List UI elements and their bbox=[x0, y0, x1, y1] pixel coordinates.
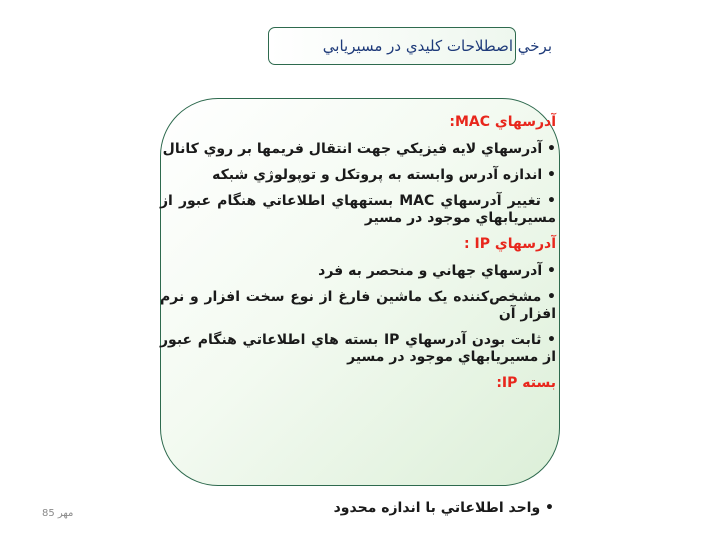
bullet-mac-1: • آدرسهاي لايه فيزيكي جهت انتقال فريمها بر روي كانال bbox=[162, 141, 556, 157]
section-heading-ip: آدرسهاي IP : bbox=[464, 236, 556, 252]
bullet-ip-3: • ثابت بودن آدرسهاي IP بسته هاي اطلاعاتي هنگام عبور از مسيريابهاي موجود در مسير bbox=[160, 332, 556, 365]
bullet-mac-3: • تغيير آدرسهاي MAC بستههاي اطلاعاتي هنگام عبور از مسيريابهاي موجود در مسير bbox=[160, 193, 556, 226]
bullet-ip-1: • آدرسهاي جهاني و منحصر به فرد bbox=[318, 263, 556, 279]
bullet-ip-2: • مشخص‌كننده يک ماشين فارغ از نوع سخت افزار و نرم افزار آن bbox=[160, 289, 556, 322]
content-area bbox=[160, 114, 556, 402]
slide-title: برخي اصطلاحات كليدي در مسيريابي bbox=[322, 37, 552, 55]
slide-footer: مهر 85 bbox=[42, 508, 74, 519]
section-heading-ip-packet: بسته IP: bbox=[496, 375, 556, 391]
bullet-ip-packet-1: • واحد اطلاعاتي با اندازه محدود bbox=[333, 500, 554, 516]
bullet-mac-2: • اندازه آدرس وابسته به پروتكل و توپولوژي شبكه bbox=[212, 167, 556, 183]
section-heading-mac: آدرسهاي MAC: bbox=[449, 114, 556, 130]
